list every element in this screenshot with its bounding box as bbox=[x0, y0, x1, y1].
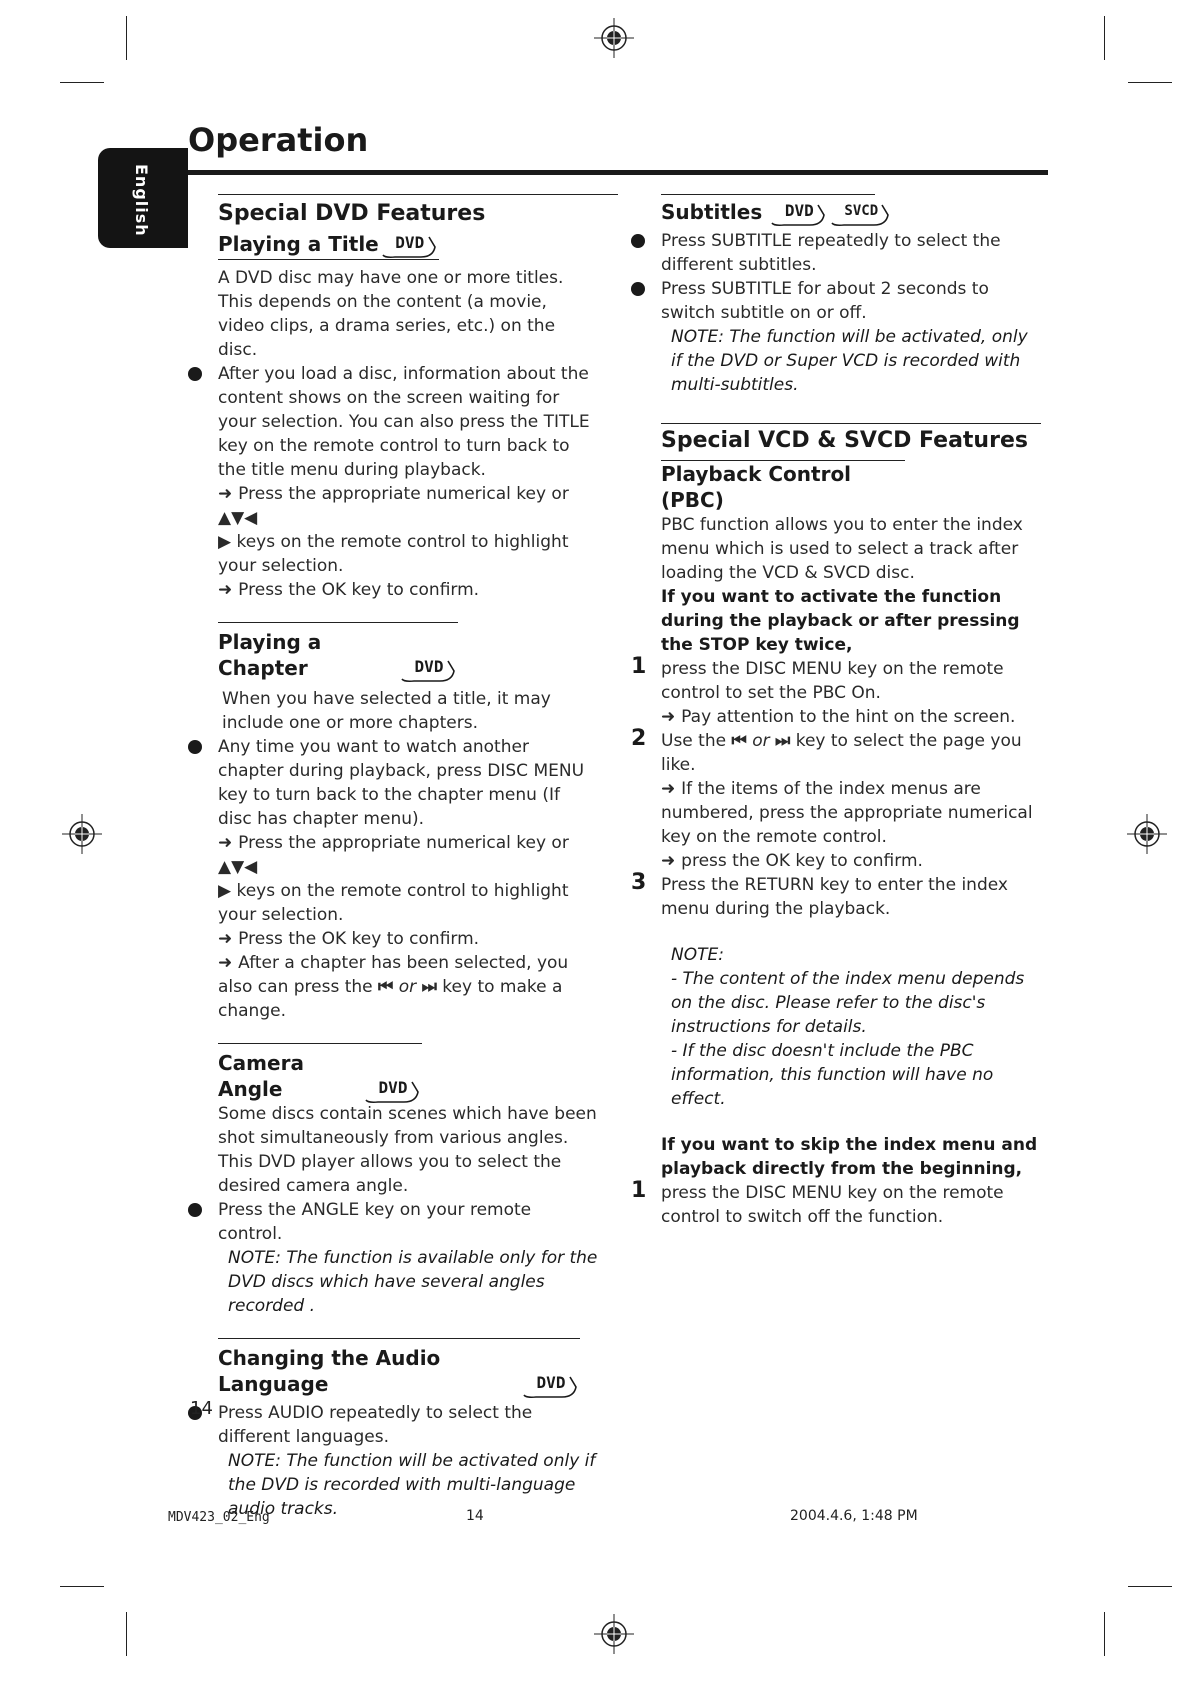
playing-title-step1: Press the appropriate numerical key or ▲▼◀ bbox=[218, 484, 569, 528]
pbc-step1-arrow: Pay attention to the hint on the screen. bbox=[681, 707, 1016, 727]
previous-key-icon: ⏮ bbox=[731, 731, 747, 751]
crop-mark bbox=[1104, 16, 1105, 60]
crop-mark bbox=[1104, 1612, 1105, 1656]
playing-title-step2: Press the OK key to confirm. bbox=[238, 580, 480, 600]
section-title-special-dvd: Special DVD Features bbox=[218, 194, 618, 227]
pbc-note2: - If the disc doesn't include the PBC information, this function will have no effect. bbox=[671, 1041, 994, 1109]
registration-mark-icon bbox=[594, 18, 634, 58]
pbc-intro: PBC function allows you to enter the index menu which is used to select a track after loading the VCD & SVCD disc. bbox=[661, 515, 1023, 583]
pbc-note bbox=[661, 943, 1041, 1111]
pbc-skip-step: press the DISC MENU key on the remote control to switch off the function. bbox=[661, 1183, 1004, 1227]
page-title: Operation bbox=[188, 121, 369, 159]
pbc-step2-arrow2: press the OK key to confirm. bbox=[681, 851, 923, 871]
language-tab bbox=[98, 148, 188, 248]
page-number: 14 bbox=[190, 1398, 213, 1419]
footer-timestamp: 2004.4.6, 1:48 PM bbox=[790, 1508, 918, 1524]
left-column bbox=[218, 194, 598, 1541]
pbc-heading: Playback Control (PBC) bbox=[661, 462, 852, 512]
playing-chapter-step1b: ▶ keys on the remote control to highlight your selection. bbox=[218, 881, 569, 925]
playing-title-section bbox=[218, 231, 598, 602]
playing-chapter-section bbox=[218, 622, 598, 1023]
arrow-right-icon: ➜ bbox=[218, 580, 239, 600]
crop-mark bbox=[126, 1612, 127, 1656]
pbc-bold-intro: If you want to activate the function during the playback or after pressing the STOP key twice, bbox=[661, 587, 1020, 655]
step-number: 1 bbox=[631, 654, 647, 679]
language-tab-label: English bbox=[132, 164, 151, 237]
camera-angle-note: NOTE: The function is available only for the DVD discs which have several angles recorded . bbox=[228, 1248, 598, 1316]
crop-mark bbox=[60, 1586, 104, 1587]
camera-angle-intro2: This DVD player allows you to select the desired camera angle. bbox=[218, 1152, 562, 1196]
camera-angle-intro1: Some discs contain scenes which have been shot simultaneously from various angles. bbox=[218, 1104, 597, 1148]
bullet-icon bbox=[188, 367, 202, 381]
next-key-icon: ⏭ bbox=[774, 731, 791, 751]
subtitles-bullet1: Press SUBTITLE repeatedly to select the different subtitles. bbox=[661, 231, 1001, 275]
arrow-right-icon: ➜ bbox=[661, 779, 682, 799]
playing-title-bullet: After you load a disc, information about the content shows on the screen waiting for your selection. You can also press the TITLE key on the remote control to turn back to the title menu during playback. bbox=[218, 364, 590, 480]
playing-chapter-step1: Press the appropriate numerical key or ▲▼◀ bbox=[218, 833, 569, 877]
next-key-icon: ⏭ bbox=[421, 977, 437, 997]
title-rule bbox=[188, 170, 1048, 175]
pbc-step2a: Use the bbox=[661, 731, 727, 751]
section-title-special-vcd: Special VCD & SVCD Features bbox=[661, 428, 1028, 453]
step-number: 3 bbox=[631, 870, 647, 895]
pbc-note-label: NOTE: bbox=[671, 945, 724, 965]
bullet-icon bbox=[188, 740, 202, 754]
subtitles-section bbox=[661, 194, 1041, 397]
arrow-right-icon: ➜ bbox=[661, 851, 682, 871]
crop-mark bbox=[60, 82, 104, 83]
dvd-logo-icon: DVD bbox=[770, 199, 828, 225]
audio-language-heading: Changing the Audio Language bbox=[218, 1346, 441, 1396]
subtitles-heading: Subtitles bbox=[661, 200, 763, 224]
previous-key-icon: ⏮ bbox=[378, 977, 394, 997]
or-word: or bbox=[752, 731, 770, 751]
pbc-step2-arrow: If the items of the index menus are numbered, press the appropriate numerical key on the remote control. bbox=[661, 779, 1033, 847]
bullet-icon bbox=[188, 1203, 202, 1217]
arrow-right-icon: ➜ bbox=[218, 833, 239, 853]
playing-chapter-heading: Playing a Chapter bbox=[218, 630, 322, 680]
playing-title-step1b: ▶ keys on the remote control to highlight your selection. bbox=[218, 532, 569, 576]
bullet-icon bbox=[631, 282, 645, 296]
footer-page: 14 bbox=[466, 1508, 484, 1524]
audio-language-note: NOTE: The function will be activated only if the DVD is recorded with multi-language audio tracks. bbox=[228, 1451, 596, 1519]
playing-chapter-bullet: Any time you want to watch another chapter during playback, press DISC MENU key to turn back to the chapter menu (If disc has chapter menu). bbox=[218, 737, 585, 829]
playing-title-heading: Playing a Title bbox=[218, 232, 379, 256]
arrow-right-icon: ➜ bbox=[218, 929, 239, 949]
dvd-logo-icon: DVD bbox=[522, 1371, 580, 1397]
arrow-right-icon: ➜ bbox=[661, 707, 682, 727]
registration-mark-icon bbox=[62, 814, 102, 854]
footer-doc-id: MDV423_02_Eng bbox=[168, 1510, 270, 1525]
playing-title-intro: A DVD disc may have one or more titles. This depends on the content (a movie, video clips, a drama series, etc.) on the disc. bbox=[218, 268, 564, 360]
arrow-right-icon: ➜ bbox=[218, 484, 239, 504]
pbc-skip-bold: If you want to skip the index menu and playback directly from the beginning, bbox=[661, 1135, 1038, 1179]
camera-angle-section bbox=[218, 1043, 598, 1318]
pbc-step2b: key to select the page you like. bbox=[661, 731, 1022, 775]
audio-language-bullet: Press AUDIO repeatedly to select the different languages. bbox=[218, 1403, 533, 1447]
playing-chapter-step3a: After a chapter has been selected, you also can press the bbox=[218, 953, 569, 997]
camera-angle-heading: Camera Angle bbox=[218, 1051, 304, 1101]
pbc-note1: - The content of the index menu depends on the disc. Please refer to the disc's instructions for details. bbox=[671, 969, 1025, 1037]
playing-chapter-step2: Press the OK key to confirm. bbox=[238, 929, 480, 949]
step-number: 1 bbox=[631, 1178, 647, 1203]
step-number: 2 bbox=[631, 726, 647, 751]
bullet-icon bbox=[631, 234, 645, 248]
svcd-logo-icon: SVCD bbox=[830, 199, 892, 225]
pbc-step1: press the DISC MENU key on the remote control to set the PBC On. bbox=[661, 659, 1004, 703]
right-column bbox=[631, 194, 1041, 1249]
dvd-logo-icon: DVD bbox=[364, 1076, 422, 1102]
arrow-right-icon: ➜ bbox=[218, 953, 239, 973]
registration-mark-icon bbox=[1127, 814, 1167, 854]
crop-mark bbox=[126, 16, 127, 60]
pbc-step3: Press the RETURN key to enter the index menu during the playback. bbox=[661, 875, 1008, 919]
subtitles-bullet2: Press SUBTITLE for about 2 seconds to switch subtitle on or off. bbox=[661, 279, 989, 323]
crop-mark bbox=[1128, 82, 1172, 83]
crop-mark bbox=[1128, 1586, 1172, 1587]
dvd-logo-icon: DVD bbox=[381, 231, 439, 257]
audio-language-section bbox=[218, 1338, 598, 1521]
vcd-section bbox=[631, 423, 1041, 1229]
playing-chapter-intro: When you have selected a title, it may include one or more chapters. bbox=[222, 689, 551, 733]
or-word: or bbox=[398, 977, 417, 997]
dvd-logo-icon: DVD bbox=[400, 655, 458, 681]
subtitles-note: NOTE: The function will be activated, only if the DVD or Super VCD is recorded with multi-subtitles. bbox=[671, 327, 1028, 395]
camera-angle-bullet: Press the ANGLE key on your remote control. bbox=[218, 1200, 532, 1244]
registration-mark-icon bbox=[594, 1614, 634, 1654]
playing-chapter-step3b: key to make a change. bbox=[218, 977, 563, 1021]
